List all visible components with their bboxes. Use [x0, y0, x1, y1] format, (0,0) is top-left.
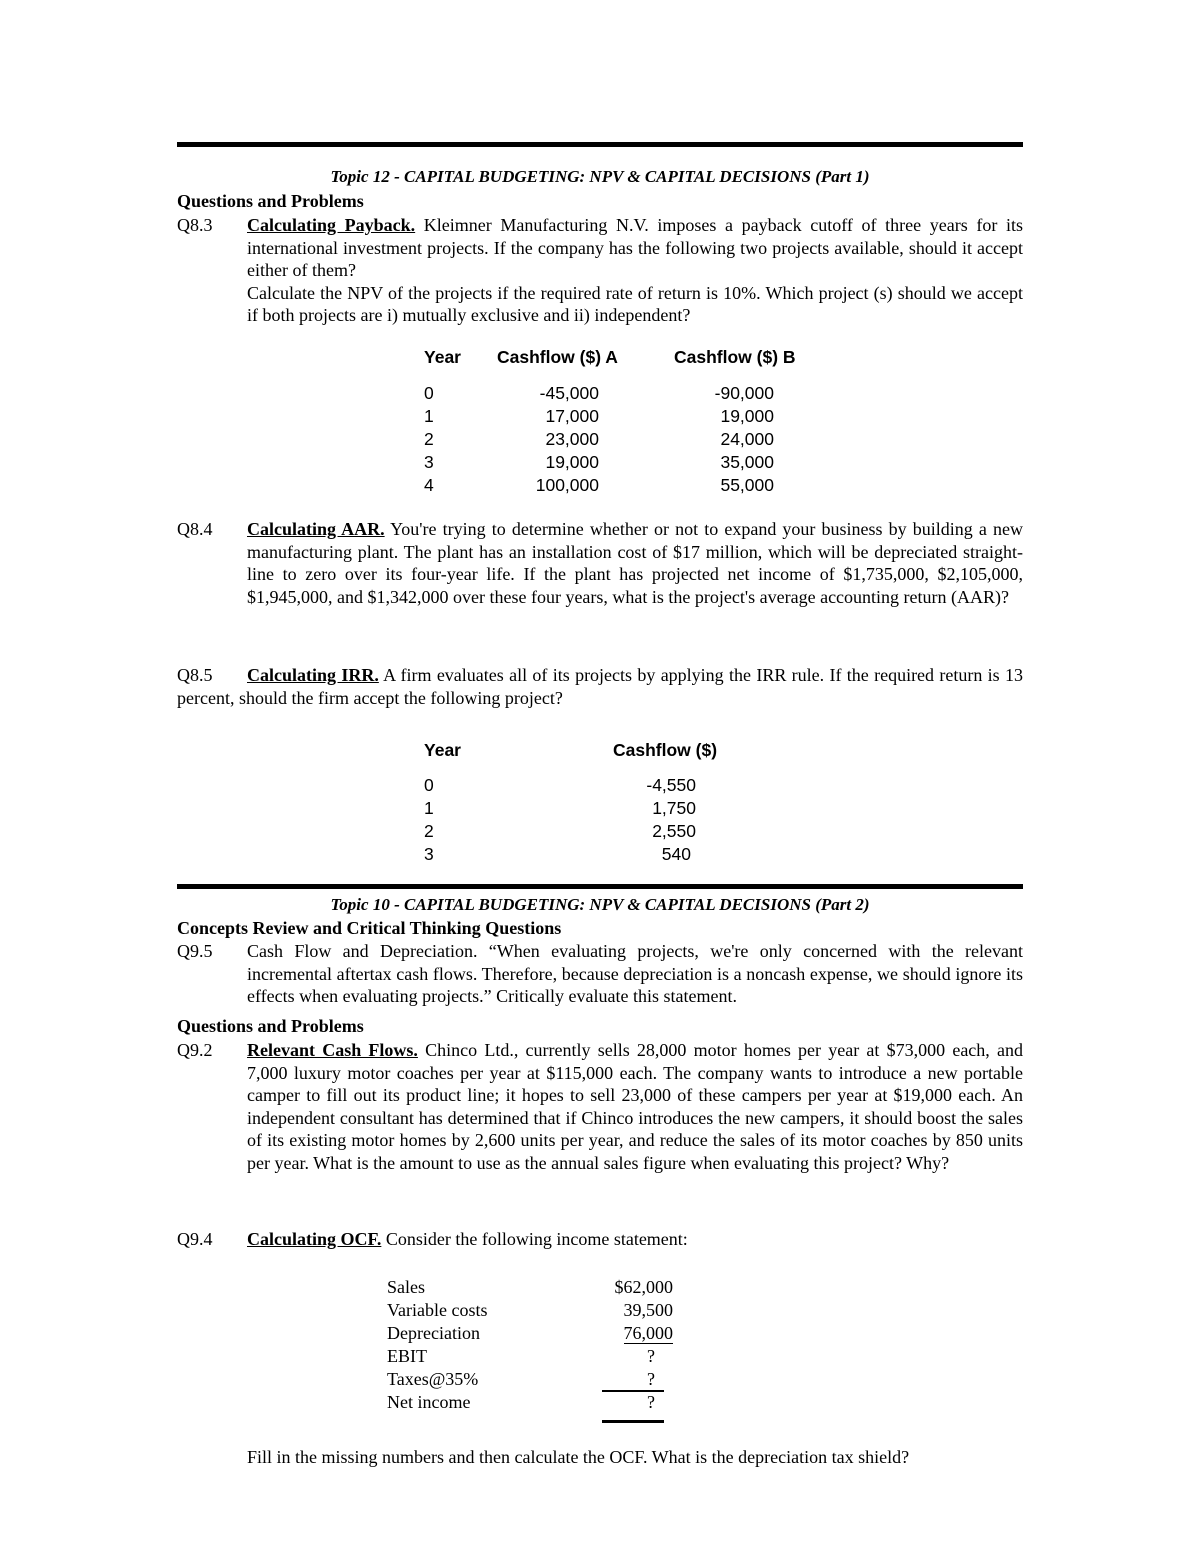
- statement-value: ?: [647, 1392, 655, 1412]
- question-title: Calculating OCF.: [247, 1229, 382, 1249]
- table-cell: 35,000: [720, 452, 774, 472]
- cashflow-table-q8-5: [424, 740, 784, 865]
- table-cell: 0: [424, 775, 434, 795]
- statement-label: Taxes@35%: [387, 1369, 479, 1389]
- question-q9-4: [177, 1228, 1023, 1251]
- table-cell: 540: [661, 844, 691, 864]
- questions-heading-2: Questions and Problems: [177, 1016, 364, 1036]
- question-title: Calculating AAR.: [247, 519, 385, 539]
- statement-value: ?: [647, 1369, 655, 1389]
- table-cell: 1,750: [652, 798, 696, 818]
- question-title: Calculating Payback.: [247, 215, 416, 235]
- statement-label: Net income: [387, 1392, 471, 1412]
- table-cell: 2: [424, 429, 434, 449]
- statement-value: ?: [647, 1346, 655, 1366]
- table-cell: 1: [424, 798, 434, 818]
- statement-label: Depreciation: [387, 1323, 480, 1343]
- question-text-2: Calculate the NPV of the projects if the required rate of return is 10%. Which project (s) should we accept if both projects are i) mutually exclusive and ii) independent?: [247, 282, 1023, 326]
- table-cell: 3: [424, 452, 434, 472]
- question-number: Q8.5: [177, 665, 213, 685]
- question-q9-5: [177, 940, 1023, 1008]
- question-title: Calculating IRR.: [247, 665, 379, 685]
- question-q8-3: [177, 214, 1023, 327]
- statement-value: 39,500: [623, 1300, 673, 1320]
- table-cell: 100,000: [535, 475, 599, 495]
- table-header: Cashflow ($) A: [497, 347, 618, 367]
- question-q9-4-footer: Fill in the missing numbers and then calculate the OCF. What is the depreciation tax shield?: [247, 1447, 910, 1467]
- table-cell: 2: [424, 821, 434, 841]
- table-cell: 24,000: [720, 429, 774, 449]
- table-cell: 2,550: [652, 821, 696, 841]
- table-cell: 3: [424, 844, 434, 864]
- table-header: Year: [424, 347, 461, 367]
- table-header: Cashflow ($): [613, 740, 718, 760]
- table-cell: -4,550: [646, 775, 696, 795]
- table-cell: 19,000: [545, 452, 599, 472]
- question-q9-2: [177, 1039, 1023, 1175]
- questions-heading: Questions and Problems: [177, 191, 364, 211]
- table-cell: 55,000: [720, 475, 774, 495]
- income-statement: [387, 1277, 687, 1427]
- table-header: Year: [424, 740, 461, 760]
- table-cell: 17,000: [545, 406, 599, 426]
- table-cell: 1: [424, 406, 434, 426]
- statement-label: EBIT: [387, 1346, 427, 1366]
- table-cell: -45,000: [539, 383, 599, 403]
- table-cell: 19,000: [720, 406, 774, 426]
- question-text: A firm evaluates all of its projects by applying the IRR rule. If the required return is 13 percent, should the firm accept the following project?: [177, 665, 1024, 708]
- statement-label: Sales: [387, 1277, 425, 1297]
- question-number: Q8.3: [177, 215, 213, 235]
- statement-value: [573, 1323, 673, 1344]
- question-number: Q9.4: [177, 1229, 213, 1249]
- middle-rule: [177, 884, 1023, 889]
- topic-10-title: Topic 10 - CAPITAL BUDGETING: NPV & CAPITAL DECISIONS (Part 2): [330, 895, 870, 914]
- question-q8-4: [177, 518, 1023, 608]
- question-title: Relevant Cash Flows.: [247, 1040, 418, 1060]
- statement-value-underlined: 76,000: [623, 1323, 673, 1343]
- statement-label: Variable costs: [387, 1300, 488, 1320]
- table-cell: 4: [424, 475, 434, 495]
- question-text: You're trying to determine whether or not to expand your business by building a new manufacturing plant. The plant has an installation cost of $17 million, which will be depreciated straight-line to zero over its four-year life. If the plant has projected net income of $1,735,000, $2,105,000, $1,945,000, and $1,342,000 over these four years, what is the project's average accounting return (AAR)?: [247, 519, 1023, 607]
- table-cell: 23,000: [545, 429, 599, 449]
- question-text: Cash Flow and Depreciation. “When evaluating projects, we're only concerned with the relevant incremental aftertax cash flows. Therefore, because depreciation is a noncash expense, we should ignore its effects when evaluating projects.” Critically evaluate this statement.: [247, 941, 1023, 1007]
- top-rule: [177, 142, 1023, 147]
- table-header: Cashflow ($) B: [674, 347, 796, 367]
- question-number: Q9.2: [177, 1040, 213, 1060]
- total-line: [602, 1420, 664, 1423]
- question-number: Q9.5: [177, 941, 213, 961]
- concepts-heading: Concepts Review and Critical Thinking Questions: [177, 918, 562, 938]
- statement-value: $62,000: [614, 1277, 673, 1297]
- cashflow-table-q8-3: [424, 347, 844, 497]
- question-text: Consider the following income statement:: [381, 1229, 688, 1249]
- topic-12-title: Topic 12 - CAPITAL BUDGETING: NPV & CAPITAL DECISIONS (Part 1): [330, 167, 870, 186]
- question-number: Q8.4: [177, 519, 213, 539]
- question-text: Chinco Ltd., currently sells 28,000 motor homes per year at $73,000 each, and 7,000 luxury motor coaches per year at $115,000 each. The company wants to introduce a new portable camper to fill out its product line; it hopes to sell 23,000 of these campers per year at $19,000 each. An independent consultant has determined that if Chinco introduces the new campers, it should boost the sales of its existing motor homes by 2,600 units per year, and reduce the sales of its motor coaches by 850 units per year. What is the amount to use as the annual sales figure when evaluating this project? Why?: [247, 1040, 1024, 1173]
- table-cell: 0: [424, 383, 434, 403]
- question-q8-5: [177, 664, 1023, 709]
- question-text: Kleimner Manufacturing N.V. imposes a payback cutoff of three years for its international investment projects. If the company has the following two projects available, should it accept either of them?: [247, 215, 1023, 281]
- table-cell: -90,000: [714, 383, 774, 403]
